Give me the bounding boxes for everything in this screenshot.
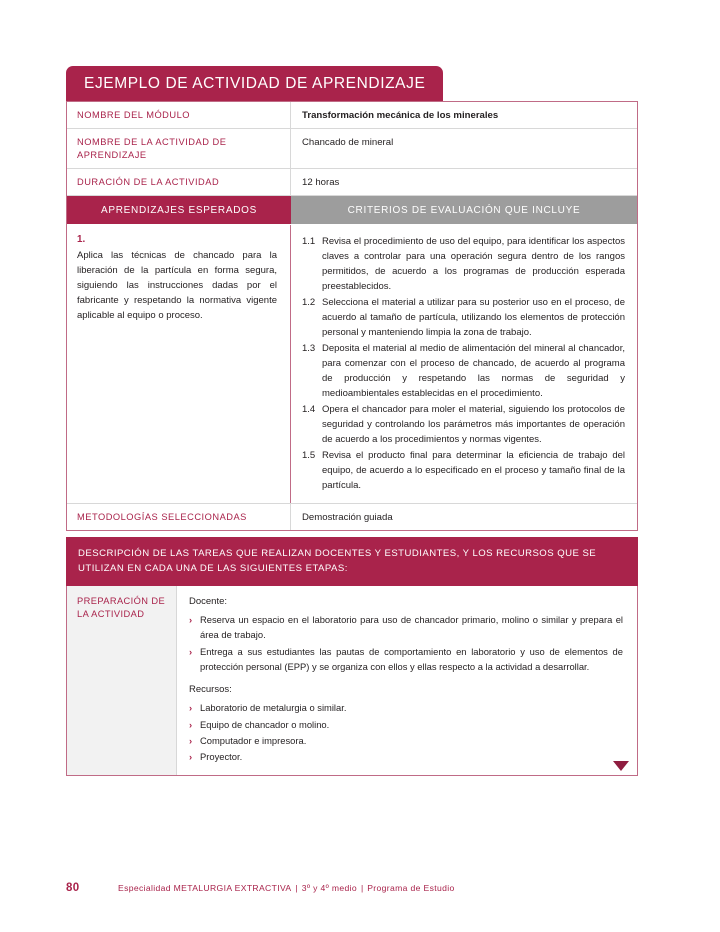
resource-text: Proyector. xyxy=(200,751,243,763)
criterion-key: 1.3 xyxy=(302,342,316,354)
list-item xyxy=(189,612,623,642)
methodology-value: Demostración guiada xyxy=(291,504,637,530)
resource-text: Computador e impresora. xyxy=(200,734,307,746)
criterion-item xyxy=(302,295,625,340)
description-banner: DESCRIPCIÓN DE LAS TAREAS QUE REALIZAN DOCENTES Y ESTUDIANTES, Y LOS RECURSOS QUE SE UTILIZAN EN CADA UNA DE LAS SIGUIENTES ETAPAS: xyxy=(66,537,638,586)
footer-specialty: Especialidad METALURGIA EXTRACTIVA xyxy=(118,883,292,893)
learning-outcome-number: 1. xyxy=(77,233,86,245)
criterion-item xyxy=(302,448,625,493)
title-banner-wrapper xyxy=(66,66,443,101)
learning-outcome-text: Aplica las técnicas de chancado para la liberación de la partícula en forma segura, siguiendo las instrucciones dadas por el fabricante y respetando la normativa vigente aplicable al equipo o proceso. xyxy=(77,249,277,321)
activity-duration-label: DURACIÓN DE LA ACTIVIDAD xyxy=(67,169,291,195)
resource-text: Laboratorio de metalurgia o similar. xyxy=(200,702,347,714)
criterion-item xyxy=(302,402,625,447)
criterion-text: Revisa el producto final para determinar la eficiencia de trabajo del equipo, de acuerdo a lo especificado en el proceso y tamaño final de la partícula. xyxy=(322,449,625,491)
page-footer xyxy=(66,882,455,894)
activity-name-value: Chancado de mineral xyxy=(291,129,637,167)
criterion-item xyxy=(302,341,625,401)
criterion-key: 1.4 xyxy=(302,403,316,415)
outcomes-criteria-row xyxy=(67,225,637,504)
resources-heading: Recursos: xyxy=(189,684,232,696)
teacher-task-text: Entrega a sus estudiantes las pautas de comportamiento en laboratorio y uso de elementos de protección personal (EPP) y se organiza con ellos y ellas respecto a la actividad a desarrollar. xyxy=(200,645,623,672)
stage-block xyxy=(66,586,638,776)
chevron-right-icon: › xyxy=(189,751,193,763)
footer-program: Programa de Estudio xyxy=(367,883,455,893)
criterion-text: Deposita el material al medio de alimentación del mineral al chancador, para comenzar con el proceso de chancado, de acuerdo al programa de producción y respetando las normas de seguridad y medioambientales establecidas en el procedimiento. xyxy=(322,342,625,399)
teacher-task-text: Reserva un espacio en el laboratorio para uso de chancador primario, molino o similar y prepara el área de trabajo. xyxy=(200,614,623,641)
table-row xyxy=(67,102,637,129)
footer-separator: | xyxy=(360,883,364,893)
list-item xyxy=(189,717,623,732)
list-item xyxy=(189,733,623,748)
page-number: 80 xyxy=(66,882,80,894)
chevron-right-icon: › xyxy=(189,645,193,657)
list-item xyxy=(189,749,623,764)
resource-text: Equipo de chancador o molino. xyxy=(200,718,330,730)
activity-name-label: NOMBRE DE LA ACTIVIDAD DE APRENDIZAJE xyxy=(67,129,291,167)
stage-label: PREPARACIÓN DE LA ACTIVIDAD xyxy=(67,586,177,775)
criteria-list xyxy=(291,225,637,503)
criterion-text: Revisa el procedimiento de uso del equipo, para identificar los aspectos claves a controlar para una operación segura dentro de los rangos permitidos, de acuerdo a los programas de producción esperada preestablecidos. xyxy=(322,235,625,292)
teacher-heading: Docente: xyxy=(189,596,228,607)
evaluation-criteria-header: CRITERIOS DE EVALUACIÓN QUE INCLUYE xyxy=(291,196,637,224)
criterion-key: 1.5 xyxy=(302,449,316,461)
continues-triangle-icon xyxy=(613,761,629,771)
criterion-item xyxy=(302,234,625,294)
activity-duration-value: 12 horas xyxy=(291,169,637,195)
list-item xyxy=(189,700,623,715)
module-name-label: NOMBRE DEL MÓDULO xyxy=(67,102,291,128)
methodology-label: METODOLOGÍAS SELECCIONADAS xyxy=(67,504,291,530)
activity-table xyxy=(66,101,638,531)
list-item xyxy=(189,644,623,674)
learning-outcomes-header: APRENDIZAJES ESPERADOS xyxy=(67,196,291,224)
chevron-right-icon: › xyxy=(189,614,193,626)
criterion-key: 1.1 xyxy=(302,235,316,247)
table-row xyxy=(67,169,637,196)
chevron-right-icon: › xyxy=(189,702,193,714)
footer-separator: | xyxy=(295,883,298,893)
criterion-text: Opera el chancador para moler el material, siguiendo los protocolos de seguridad y controlando los parámetros más importantes de operación de acuerdo a los procedimientos y normas vigentes. xyxy=(322,403,625,445)
criterion-text: Selecciona el material a utilizar para su posterior uso en el proceso, de acuerdo al tamaño de partícula, utilizando los elementos de protección personal y manteniendo limpia la zona de trabajo. xyxy=(322,296,625,338)
chevron-right-icon: › xyxy=(189,718,193,730)
table-row xyxy=(67,129,637,168)
stage-body xyxy=(177,586,637,775)
footer-level: 3º y 4º medio xyxy=(301,883,357,893)
module-name-value: Transformación mecánica de los minerales xyxy=(291,102,637,128)
learning-outcome-cell xyxy=(67,225,291,503)
page-title: EJEMPLO DE ACTIVIDAD DE APRENDIZAJE xyxy=(66,66,443,101)
table-row xyxy=(67,504,637,530)
column-header-row xyxy=(67,196,637,225)
criterion-key: 1.2 xyxy=(302,296,316,308)
chevron-right-icon: › xyxy=(189,734,193,746)
